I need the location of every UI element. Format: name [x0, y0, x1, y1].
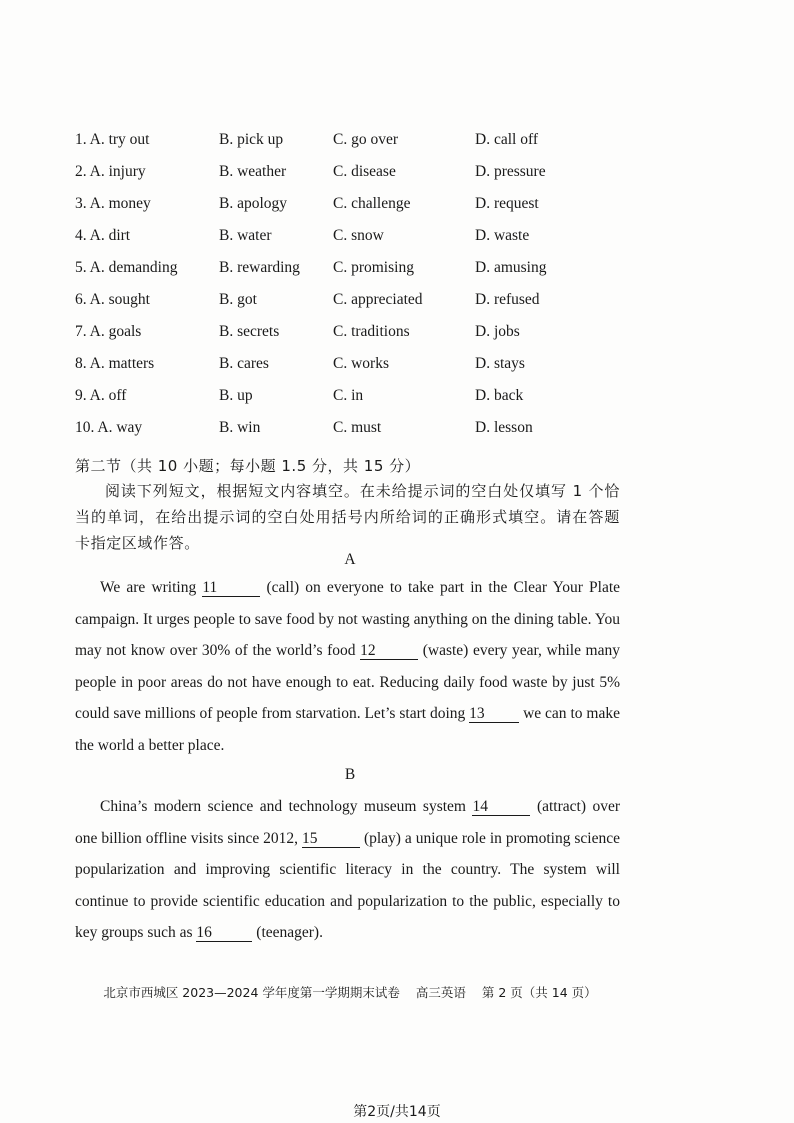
- passage-b-heading: B: [344, 766, 356, 783]
- passage-text: We are writing: [100, 579, 203, 596]
- passage-a-text: [75, 572, 620, 761]
- option-d: D. stays: [475, 355, 525, 372]
- blank-16[interactable]: 16: [196, 924, 252, 942]
- option-d: D. lesson: [475, 419, 533, 436]
- option-c: C. go over: [333, 131, 399, 148]
- option-b: B. secrets: [219, 323, 280, 340]
- option-d: D. pressure: [475, 163, 546, 180]
- option-c: C. must: [333, 419, 382, 436]
- option-b: B. cares: [219, 355, 269, 372]
- blank-14[interactable]: 14: [472, 798, 530, 816]
- option-c: C. snow: [333, 227, 384, 244]
- option-a: 5. A. demanding: [75, 259, 178, 276]
- passage-text: (waste) every year, while many people in poor areas do not have enough to eat. Reducing daily food waste by just 5% could save millions of people from starvation. Let’s start doing: [75, 642, 620, 722]
- blank-15[interactable]: 15: [302, 830, 360, 848]
- option-b: B. weather: [219, 163, 287, 180]
- option-d: D. jobs: [475, 323, 520, 340]
- option-c: C. works: [333, 355, 389, 372]
- footer-subject: 高三英语: [415, 985, 466, 1000]
- choice-row: [75, 355, 635, 387]
- choice-row: [75, 387, 635, 419]
- choice-row: [75, 419, 635, 451]
- passage-text: we can to make the world a better place.: [75, 705, 620, 754]
- exam-footer: [0, 983, 700, 1001]
- blank-11[interactable]: 11: [202, 579, 260, 597]
- choice-row: [75, 323, 635, 355]
- choice-row: [75, 291, 635, 323]
- option-b: B. apology: [219, 195, 288, 212]
- passage-text: China’s modern science and technology museum system: [100, 798, 473, 815]
- footer-exam-name: 北京市西城区 2023—2024 学年度第一学期期末试卷: [103, 985, 400, 1000]
- blank-12[interactable]: 12: [360, 642, 418, 660]
- option-a: 8. A. matters: [75, 355, 155, 372]
- passage-text: (teenager).: [252, 924, 323, 941]
- option-c: C. traditions: [333, 323, 410, 340]
- option-c: C. appreciated: [333, 291, 423, 308]
- option-a: 1. A. try out: [75, 131, 150, 148]
- option-a: 9. A. off: [75, 387, 127, 404]
- option-b: B. win: [219, 419, 261, 436]
- option-b: B. up: [219, 387, 253, 404]
- choice-row: [75, 227, 635, 259]
- option-c: C. in: [333, 387, 364, 404]
- choice-table: [75, 131, 635, 451]
- option-b: B. pick up: [219, 131, 284, 148]
- option-d: D. amusing: [475, 259, 547, 276]
- option-d: D. request: [475, 195, 539, 212]
- option-a: 10. A. way: [75, 419, 143, 436]
- choice-row: [75, 131, 635, 163]
- passage-a-heading: A: [344, 551, 356, 568]
- option-b: B. water: [219, 227, 272, 244]
- passage-text: (attract) over one billion offline visits since 2012,: [75, 798, 620, 847]
- option-d: D. waste: [475, 227, 530, 244]
- option-a: 2. A. injury: [75, 163, 146, 180]
- choice-row: [75, 195, 635, 227]
- option-d: D. refused: [475, 291, 540, 308]
- option-d: D. back: [475, 387, 524, 404]
- option-a: 4. A. dirt: [75, 227, 131, 244]
- option-b: B. got: [219, 291, 257, 308]
- passage-b-text: [75, 791, 620, 949]
- option-a: 6. A. sought: [75, 291, 150, 308]
- section-title: 第二节（共 10 小题；每小题 1.5 分，共 15 分）: [75, 457, 421, 475]
- blank-13[interactable]: 13: [469, 705, 519, 723]
- choice-row: [75, 259, 635, 291]
- footer-page: 第 2 页（共 14 页）: [481, 985, 597, 1000]
- option-a: 3. A. money: [75, 195, 151, 212]
- choice-row: [75, 163, 635, 195]
- option-c: C. promising: [333, 259, 414, 276]
- option-c: C. disease: [333, 163, 396, 180]
- option-b: B. rewarding: [219, 259, 300, 276]
- passage-a: [75, 572, 620, 761]
- passage-text: (play) a unique role in promoting science popularization and improving scientific literacy in the country. The system will continue to provide scientific education and popularization to the public, especially to key groups such as: [75, 829, 620, 941]
- section-instructions: 阅读下列短文，根据短文内容填空。在未给提示词的空白处仅填写 1 个恰当的单词，在给出提示词的空白处用括号内所给词的正确形式填空。请在答题卡指定区域作答。: [75, 482, 620, 552]
- option-d: D. call off: [475, 131, 538, 148]
- option-c: C. challenge: [333, 195, 411, 212]
- passage-b: [75, 791, 620, 949]
- option-a: 7. A. goals: [75, 323, 142, 340]
- page-number: 第2页/共14页: [353, 1104, 441, 1120]
- passage-text: (call) on everyone to take part in the Clear Your Plate campaign. It urges people to save food by not wasting anything on the dining table. You may not know over 30% of the world’s food: [75, 579, 621, 659]
